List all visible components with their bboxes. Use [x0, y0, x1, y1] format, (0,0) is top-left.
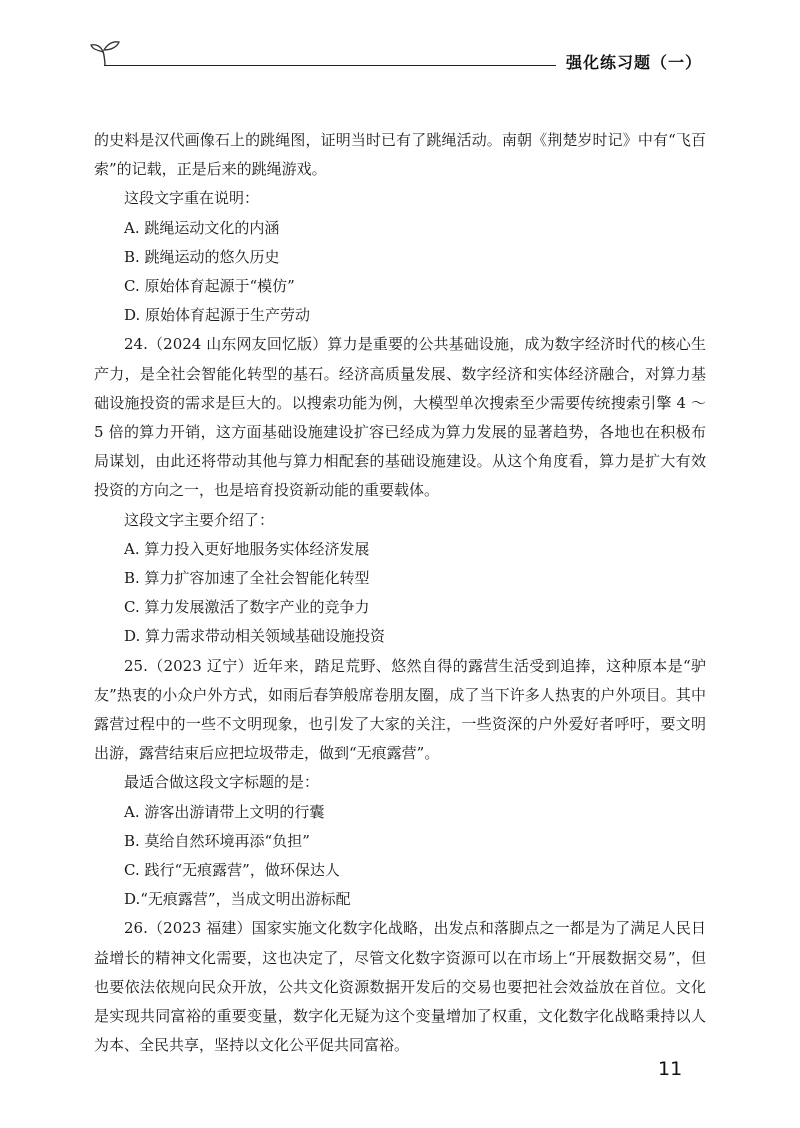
q24-option-d: D. 算力需求带动相关领域基础设施投资	[124, 627, 386, 646]
sprout-icon	[88, 38, 122, 68]
header-divider	[104, 65, 556, 66]
q25-option-a: A. 游客出游请带上文明的行囊	[124, 802, 325, 821]
q25-option-b: B. 莫给自然环境再添“负担”	[124, 831, 310, 850]
q23-option-c: C. 原始体育起源于“模仿”	[124, 277, 295, 296]
q24-option-c: C. 算力发展激活了数字产业的竞争力	[124, 598, 370, 617]
q24-passage: 24.（2024 山东网友回忆版）算力是重要的公共基础设施，成为数字经济时代的核心生产力，是全社会智能化转型的基石。经济高质量发展、数字经济和实体经济融合，对算力基础设施投资的需求是巨大的。以搜索功能为例，大模型单次搜索至少需要传统搜索引擎 4 ～ 5 倍的算力开销，这方面基础设施建设扩容已经成为算力发展的显著趋势，各地也在积极布局谋划，由此还将带动其他与算力相配套的基础设施建设。从这个角度看，算力是扩大有效投资的方向之一，也是培育投资新动能的重要载体。	[94, 335, 706, 500]
q23-prompt: 这段文字重在说明：	[124, 189, 260, 208]
q26-passage: 26.（2023 福建）国家实施文化数字化战略，出发点和落脚点之一都是为了满足人民日益增长的精神文化需要，这也决定了，尽管文化数字资源可以在市场上“开展数据交易”，但也要依法依规向民众开放，公共文化资源数据开发后的交易也要把社会效益放在首位。文化是实现共同富裕的重要变量，数字化无疑为这个变量增加了权重，文化数字化战略秉持以人为本、全民共享，坚持以文化公平促共同富裕。	[94, 919, 706, 1055]
q25-option-c: C. 践行“无痕露营”，做环保达人	[124, 861, 340, 880]
q24-option-b: B. 算力扩容加速了全社会智能化转型	[124, 569, 370, 588]
q23-option-a: A. 跳绳运动文化的内涵	[124, 218, 280, 237]
q25-passage: 25.（2023 辽宁）近年来，踏足荒野、悠然自得的露营生活受到追捧，这种原本是“驴友”热衷的小众户外方式，如雨后春笋般席卷朋友圈，成了当下许多人热衷的户外项目。其中露营过程中的一些不文明现象，也引发了大家的关注，一些资深的户外爱好者呼吁，要文明出游，露营结束后应把垃圾带走，做到“无痕露营”。	[94, 656, 706, 763]
q25-prompt: 最适合做这段文字标题的是：	[124, 773, 320, 792]
header-title: 强化练习题（一）	[566, 53, 703, 72]
q25-option-d: D.“无痕露营”，当成文明出游标配	[124, 890, 351, 909]
q23-option-b: B. 跳绳运动的悠久历史	[124, 247, 280, 266]
q23-passage-continued: 的史料是汉代画像石上的跳绳图，证明当时已有了跳绳活动。南朝《荆楚岁时记》中有“飞百索”的记载，正是后来的跳绳游戏。	[94, 131, 706, 179]
page-number: 11	[658, 1058, 683, 1080]
q24-option-a: A. 算力投入更好地服务实体经济发展	[124, 539, 370, 558]
page-content	[94, 126, 706, 1061]
q23-option-d: D. 原始体育起源于生产劳动	[124, 306, 311, 325]
q24-prompt: 这段文字主要介绍了：	[124, 510, 275, 529]
